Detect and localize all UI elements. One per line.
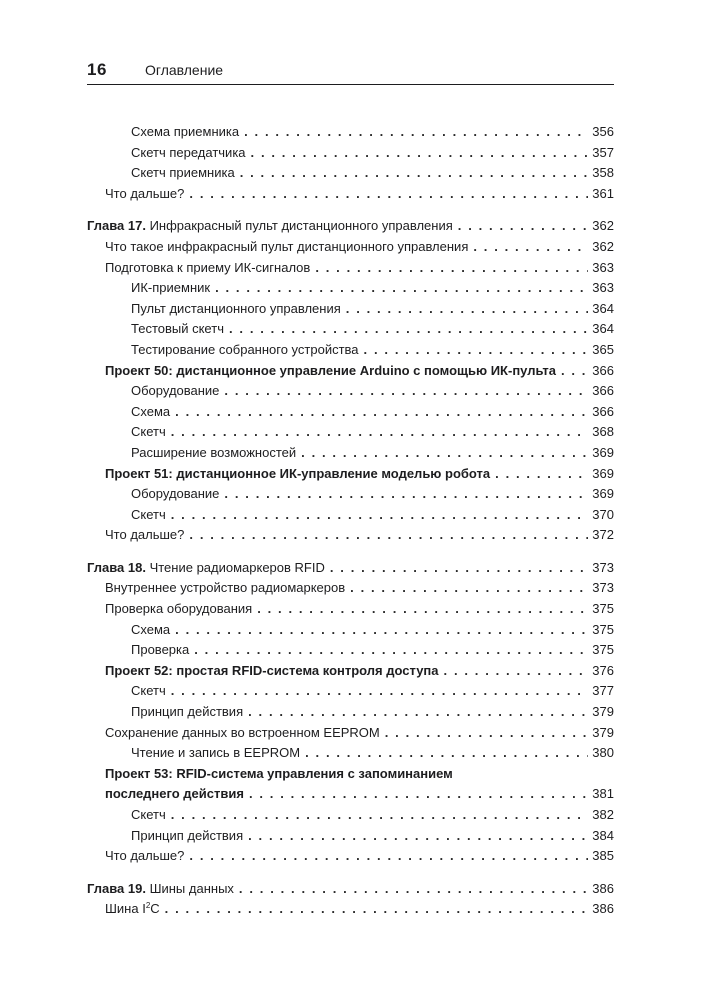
chapter-title: Чтение радиомаркеров RFID [149,559,325,575]
toc-entry[interactable]: Проверка . . . 375 [87,640,614,661]
chapter-label: Глава 19. [87,880,146,896]
chapter-label: Глава 17. [87,218,146,234]
toc-entry[interactable]: Чтение и запись в EEPROM . . . 380 [87,743,614,764]
chapter-17-heading[interactable]: Глава 17. Инфракрасный пульт дистанционного управления . . . 362 [87,216,614,237]
toc-entry[interactable]: Схема приемника . . . 356 [87,122,614,143]
toc-entry[interactable]: Оборудование . . . 366 [87,381,614,402]
chapter-19-heading[interactable]: Глава 19. Шины данных . . . 386 [87,879,614,900]
toc-entry[interactable]: Схема . . . 366 [87,402,614,423]
toc-entry[interactable]: Тестовый скетч . . . 364 [87,319,614,340]
chapter-title: Инфракрасный пульт дистанционного управления [149,218,453,234]
toc-entry[interactable]: Что дальше? . . . 372 [87,525,614,546]
toc-entry[interactable]: Скетч . . . 382 [87,805,614,826]
toc-entry[interactable]: Пульт дистанционного управления . . . 364 [87,299,614,320]
toc-entry[interactable]: Внутреннее устройство радиомаркеров . . . 373 [87,578,614,599]
toc-entry[interactable]: Скетч . . . 370 [87,505,614,526]
table-of-contents [87,122,614,920]
toc-entry[interactable]: Расширение возможностей . . . 369 [87,443,614,464]
toc-entry[interactable]: Тестирование собранного устройства . . . 365 [87,340,614,361]
toc-project-entry-line1[interactable]: Проект 53: RFID-система управления с запоминанием [105,765,453,781]
toc-entry[interactable]: Подготовка к приему ИК-сигналов . . . 363 [87,258,614,279]
toc-entry[interactable]: Скетч приемника . . . 358 [87,163,614,184]
toc-entry[interactable]: Что дальше? . . . 385 [87,846,614,867]
toc-project-entry[interactable]: Проект 52: простая RFID-система контроля доступа . . . 376 [87,661,614,682]
toc-entry[interactable]: ИК-приемник . . . 363 [87,278,614,299]
page-number: 16 [87,60,107,79]
toc-entry[interactable]: Принцип действия . . . 379 [87,702,614,723]
toc-entry[interactable]: Что такое инфракрасный пульт дистанционного управления . . . 362 [87,237,614,258]
toc-entry[interactable]: Схема . . . 375 [87,620,614,641]
toc-entry[interactable]: Сохранение данных во встроенном EEPROM . . . 379 [87,723,614,744]
toc-project-entry-line2[interactable]: последнего действия . . . 381 [87,784,614,805]
toc-project-entry[interactable]: Проект 51: дистанционное ИК-управление моделью робота . . . 369 [87,464,614,485]
toc-entry[interactable]: Проверка оборудования . . . 375 [87,599,614,620]
toc-entry[interactable]: Шина $I^2C$ . . . 386 [87,899,614,920]
chapter-title: Шины данных [149,880,234,896]
chapter-label: Глава 18. [87,559,146,575]
toc-entry[interactable]: Скетч передатчика . . . 357 [87,143,614,164]
toc-entry[interactable]: Оборудование . . . 369 [87,484,614,505]
toc-entry[interactable]: Принцип действия . . . 384 [87,826,614,847]
toc-entry[interactable]: Скетч . . . 377 [87,681,614,702]
chapter-18-heading[interactable]: Глава 18. Чтение радиомаркеров RFID . . . 373 [87,558,614,579]
page-header [87,60,614,85]
running-title: Оглавление [145,62,224,78]
toc-entry[interactable]: Скетч . . . 368 [87,422,614,443]
toc-project-entry[interactable]: Проект 50: дистанционное управление Arduino с помощью ИК-пульта . . . 366 [87,361,614,382]
toc-entry[interactable]: Что дальше? . . . 361 [87,184,614,205]
